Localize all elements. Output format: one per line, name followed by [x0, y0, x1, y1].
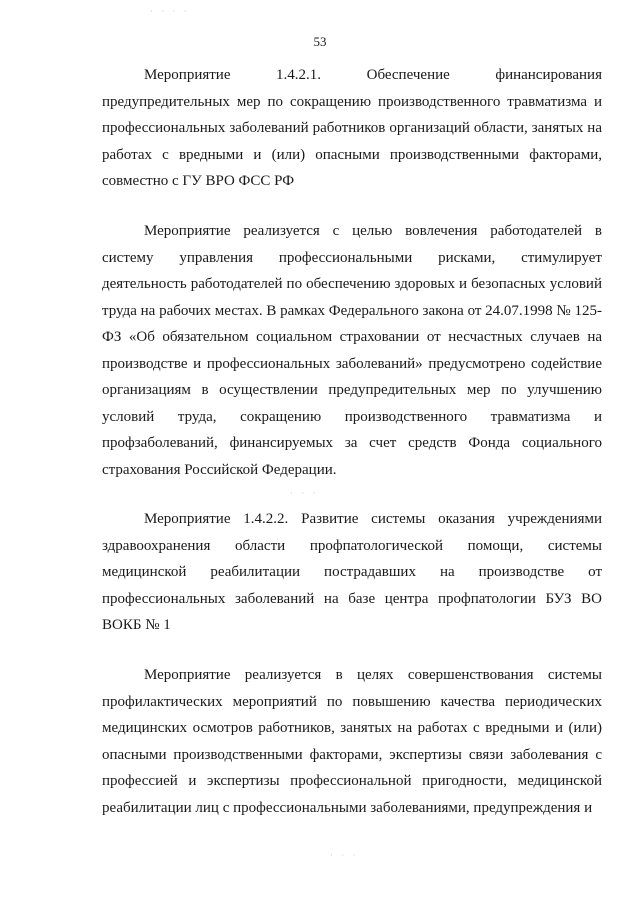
paragraph-measure-1-4-2-2: Мероприятие 1.4.2.2. Развитие системы оказания учреждениями здравоохранения области профпатологической помощи, системы медицинской реабилитации пострадавших на производстве от профессиональных заболеваний на базе центра профпатологии БУЗ ВО ВОКБ № 1 [102, 511, 602, 633]
scan-artifact: · · · · [150, 6, 190, 16]
paragraph-measure-1-4-2-1-description: Мероприятие реализуется с целью вовлечения работодателей в систему управления профессиональными рисками, стимулирует деятельность работодателей по обеспечению здоровых и безопасных условий труда на рабочих местах. В рамках Федерального закона от 24.07.1998 № 125-ФЗ «Об обязательном социальном страховании от несчастных случаев на производстве и профессиональных заболеваний» предусмотрено содействие организациям в осуществлении предупредительных мер по улучшению условий труда, сокращению производственного травматизма и профзаболеваний, финансируемых за счет средств Фонда социального страхования Российской Федерации. [102, 223, 602, 478]
paragraph-measure-1-4-2-1: Мероприятие 1.4.2.1. Обеспечение финансирования предупредительных мер по сокращению производственного травматизма и профессиональных заболеваний работников организаций области, занятых на работах с вредными и (или) опасными производственными факторами, совместно с ГУ ВРО ФСС РФ [102, 67, 602, 189]
page-number: 53 [313, 34, 327, 49]
scan-artifact: · · · [330, 850, 359, 860]
paragraph-measure-1-4-2-2-description: Мероприятие реализуется в целях совершенствования системы профилактических мероприятий по повышению качества периодических медицинских осмотров работников, занятых на работах с вредными и (или) опасными производственными факторами, экспертизы связи заболевания с профессией и экспертизы профессиональной пригодности, медицинской реабилитации лиц с профессиональными заболеваниями, предупреждения и [102, 667, 602, 816]
scan-artifact: · · · [290, 488, 319, 498]
